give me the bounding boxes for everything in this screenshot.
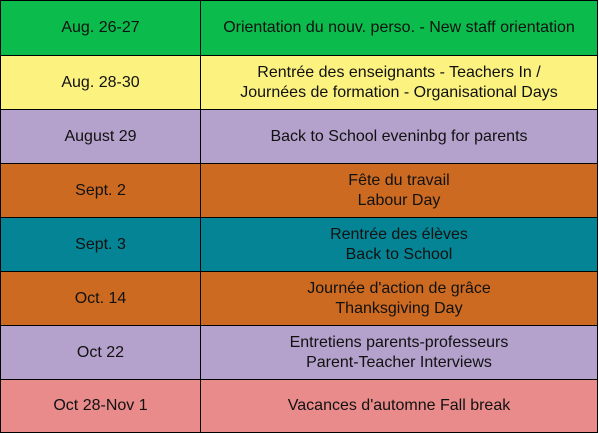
- event-text: Rentrée des enseignants - Teachers In /: [257, 63, 541, 81]
- calendar-row: [1, 1, 598, 56]
- calendar-row: [1, 56, 598, 110]
- date-cell: [1, 164, 201, 218]
- event-cell: [201, 218, 598, 272]
- date-cell: [1, 272, 201, 326]
- event-text: Vacances d'automne Fall break: [287, 397, 511, 414]
- event-cell: [201, 326, 598, 380]
- date-cell: [1, 1, 201, 56]
- date-text: August 29: [64, 127, 137, 145]
- event-text: Entretiens parents-professeurs: [289, 333, 509, 351]
- calendar-row: [1, 164, 598, 218]
- event-text: Fête du travail: [348, 171, 450, 189]
- calendar-row: [1, 272, 598, 326]
- event-cell: [201, 1, 598, 56]
- date-text: Sept. 2: [75, 181, 126, 199]
- date-cell: [1, 218, 201, 272]
- calendar-row: [1, 326, 598, 380]
- event-cell: [201, 380, 598, 433]
- date-cell: [1, 56, 201, 110]
- event-text: Rentrée des élèves: [330, 225, 468, 243]
- date-cell: [1, 110, 201, 164]
- event-text: Thanksgiving Day: [335, 299, 463, 317]
- date-text: Oct. 14: [74, 289, 127, 307]
- date-cell: [1, 326, 201, 380]
- date-text: Aug. 28-30: [61, 73, 140, 91]
- event-text: Parent-Teacher Interviews: [306, 353, 492, 371]
- event-cell: [201, 56, 598, 110]
- date-text: Oct 28-Nov 1: [53, 397, 148, 414]
- event-cell: [201, 164, 598, 218]
- calendar-row: [1, 380, 598, 433]
- date-text: Oct 22: [76, 343, 125, 361]
- event-cell: [201, 110, 598, 164]
- date-text: Aug. 26-27: [61, 19, 140, 36]
- date-cell: [1, 380, 201, 433]
- event-text: Orientation du nouv. perso. - New staff orientation: [223, 19, 575, 36]
- calendar-row: [1, 110, 598, 164]
- event-text: Journée d'action de grâce: [307, 279, 491, 297]
- date-text: Sept. 3: [75, 235, 126, 253]
- calendar-row: [1, 218, 598, 272]
- event-text: Journées de formation - Organisational Days: [240, 83, 558, 101]
- event-text: Labour Day: [357, 191, 441, 209]
- event-cell: [201, 272, 598, 326]
- event-text: Back to School: [345, 245, 453, 263]
- event-text: Back to School eveninbg for parents: [270, 127, 528, 145]
